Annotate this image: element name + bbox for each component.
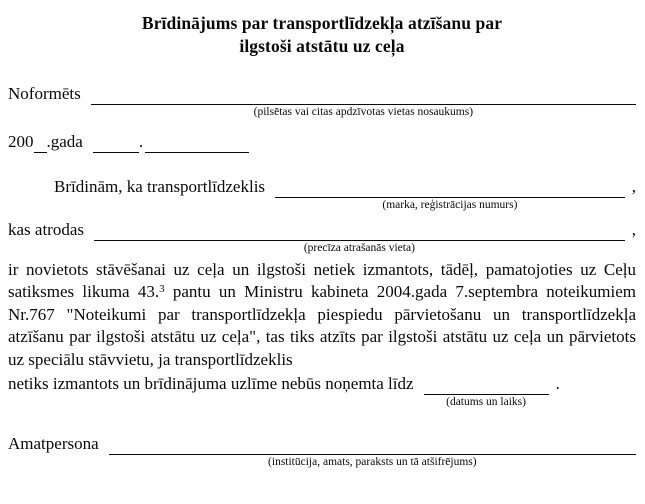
field-row-official bbox=[8, 433, 636, 469]
official-caption: (institūcija, amats, paraksts un tā atšifrējums) bbox=[268, 456, 477, 469]
location-label: kas atrodas bbox=[8, 220, 85, 239]
field-row-place bbox=[8, 83, 636, 118]
date-month-blank-line bbox=[145, 131, 249, 153]
official-label: Amatpersona bbox=[8, 434, 99, 454]
paragraph-part-1: ir novietots stāvēšanai uz ceļa un ilgstoši netiek izmantots, tādēļ, pamatojoties uz Ceļu satiksmes likuma 43. bbox=[8, 260, 636, 302]
date-day-blank-line bbox=[93, 131, 139, 153]
official-blank-line bbox=[109, 433, 636, 469]
date-year-prefix: 200 bbox=[8, 132, 34, 151]
deadline-label: netiks izmantots un brīdinājuma uzlīme nebūs noņemta līdz bbox=[8, 374, 414, 394]
field-row-deadline bbox=[8, 373, 636, 409]
vehicle-trailing-comma: , bbox=[631, 177, 636, 196]
vehicle-caption: (marka, reģistrācijas numurs) bbox=[382, 199, 518, 211]
place-blank-line bbox=[91, 83, 636, 118]
location-blank-line bbox=[94, 219, 625, 254]
date-year-blank-line bbox=[34, 131, 47, 153]
date-separator-dot: . bbox=[138, 132, 144, 151]
vehicle-label: Brīdinām, ka transportlīdzeklis bbox=[54, 177, 266, 196]
location-caption: (precīza atrašanās vieta) bbox=[303, 242, 415, 254]
place-caption: (pilsētas vai citas apdzīvotas vietas nosaukums) bbox=[253, 106, 474, 118]
field-row-location bbox=[8, 219, 636, 254]
document-title-line-1: Brīdinājums par transportlīdzekļa atzīšanu par bbox=[141, 13, 503, 33]
document-title bbox=[8, 12, 636, 58]
location-trailing-comma: , bbox=[631, 220, 636, 239]
body-paragraph bbox=[8, 259, 636, 371]
date-gada-label: .gada bbox=[46, 132, 83, 151]
deadline-caption: (datums un laiks) bbox=[446, 396, 526, 409]
deadline-trailing-period: . bbox=[555, 374, 560, 394]
field-row-date bbox=[8, 131, 636, 153]
document-title-line-2: ilgstoši atstātu uz ceļa bbox=[239, 36, 405, 56]
vehicle-blank-line bbox=[275, 176, 625, 211]
deadline-blank-line bbox=[424, 373, 549, 409]
field-row-vehicle bbox=[8, 176, 636, 211]
paragraph-part-2: pantu un Ministru kabineta 2004.gada 7.septembra noteikumiem Nr.767 "Noteikumi par transportlīdzekļa piespiedu pārvietošanu un transportlīdzekļa atzīšanu par ilgstoši atstātu uz ceļa", tas tiks atzīts par ilgstoši atstātu uz ceļa un pārvietots uz speciālu stāvvietu, ja transportlīdzeklis bbox=[8, 282, 636, 369]
paragraph-superscript: 3 bbox=[159, 283, 165, 296]
place-label: Noformēts bbox=[8, 84, 81, 103]
